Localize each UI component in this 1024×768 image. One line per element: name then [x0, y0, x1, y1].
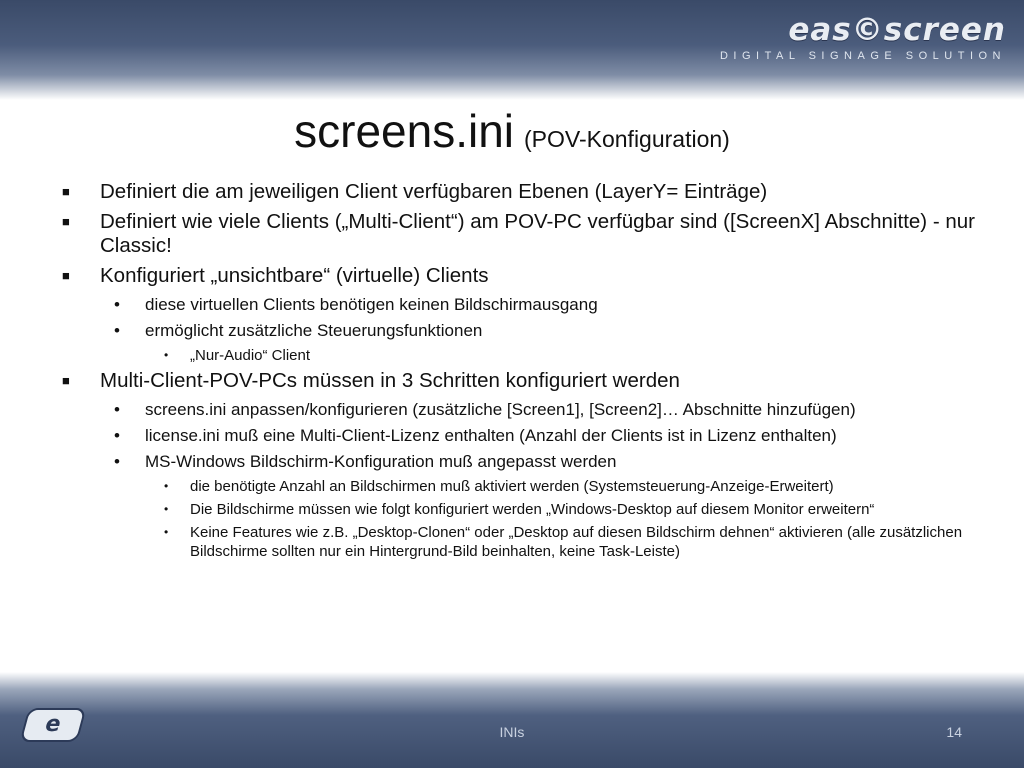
bullet-text: license.ini muß eine Multi-Client-Lizenz enthalten (Anzahl der Clients ist in Lizenz enthalten) [145, 426, 837, 445]
bullet-marker-icon: • [114, 295, 120, 314]
footer-band [0, 672, 1024, 768]
bullet-text: Konfiguriert „unsichtbare“ (virtuelle) Clients [100, 264, 489, 287]
bullet-marker-icon: ■ [62, 373, 70, 388]
bullet-text: „Nur-Audio“ Client [190, 347, 311, 364]
bullet-level-2 [62, 399, 982, 420]
bullet-text: Die Bildschirme müssen wie folgt konfiguriert werden „Windows-Desktop auf diesem Monitor erweitern“ [190, 501, 875, 518]
bullet-marker-icon: • [164, 479, 169, 493]
bullet-level-2 [62, 451, 982, 472]
footer-label: INIs [499, 724, 525, 740]
bullet-level-3 [62, 500, 982, 519]
bullet-marker-icon: • [114, 452, 120, 471]
bullet-text: MS-Windows Bildschirm-Konfiguration muß angepasst werden [145, 452, 617, 471]
slide-title [0, 104, 1024, 158]
bullet-text: diese virtuellen Clients benötigen keinen Bildschirmausgang [145, 295, 598, 314]
bullet-marker-icon: ■ [62, 268, 70, 283]
bullet-text: ermöglicht zusätzliche Steuerungsfunktionen [145, 321, 483, 340]
footer-logo-letter: e [42, 712, 64, 737]
bullet-level-1 [62, 369, 982, 393]
bullet-text: Keine Features wie z.B. „Desktop-Clonen“ oder „Desktop auf diesen Bildschirm dehnen“ aktivieren (alle zusätzlichen Bildschirme sollten nur ein Hintergrund-Bild beinhalten, keine Task-Leiste) [190, 524, 963, 560]
bullet-level-1 [62, 264, 982, 288]
bullet-level-3 [62, 346, 982, 365]
bullet-level-2 [62, 425, 982, 446]
bullet-text: Multi-Client-POV-PCs müssen in 3 Schritten konfiguriert werden [100, 369, 680, 392]
bullet-marker-icon: • [114, 426, 120, 445]
bullet-marker-icon: • [164, 525, 169, 539]
bullet-marker-icon: ■ [62, 214, 70, 229]
bullet-text: screens.ini anpassen/konfigurieren (zusätzliche [Screen1], [Screen2]… Abschnitte hinzufügen) [145, 400, 856, 419]
bullet-level-2 [62, 294, 982, 315]
easescreen-logo [706, 14, 1006, 70]
page-number: 14 [946, 724, 962, 740]
bullet-marker-icon: • [114, 400, 120, 419]
bullet-level-3 [62, 477, 982, 496]
logo-tagline: DIGITAL SIGNAGE SOLUTION [719, 50, 1006, 62]
bullet-text: Definiert die am jeweiligen Client verfügbaren Ebenen (LayerY= Einträge) [100, 180, 768, 203]
header-band [0, 0, 1024, 100]
bullet-text: die benötigte Anzahl an Bildschirmen muß aktiviert werden (Systemsteuerung-Anzeige-Erweitert) [190, 478, 834, 495]
bullet-list [62, 180, 982, 565]
bullet-marker-icon: • [164, 502, 169, 516]
bullet-marker-icon: ■ [62, 184, 70, 199]
bullet-marker-icon: • [114, 321, 120, 340]
bullet-text: Definiert wie viele Clients („Multi-Client“) am POV-PC verfügbar sind ([ScreenX] Abschnitte) - nur Classic! [100, 210, 975, 257]
bullet-level-1 [62, 180, 982, 204]
logo-wordmark: eas©screen [788, 12, 1006, 48]
bullet-level-3 [62, 523, 982, 561]
title-main: screens.ini [294, 105, 515, 157]
bullet-marker-icon: • [164, 348, 169, 362]
bullet-level-2 [62, 320, 982, 341]
bullet-level-1 [62, 210, 982, 258]
title-sub: (POV-Konfiguration) [524, 126, 730, 152]
